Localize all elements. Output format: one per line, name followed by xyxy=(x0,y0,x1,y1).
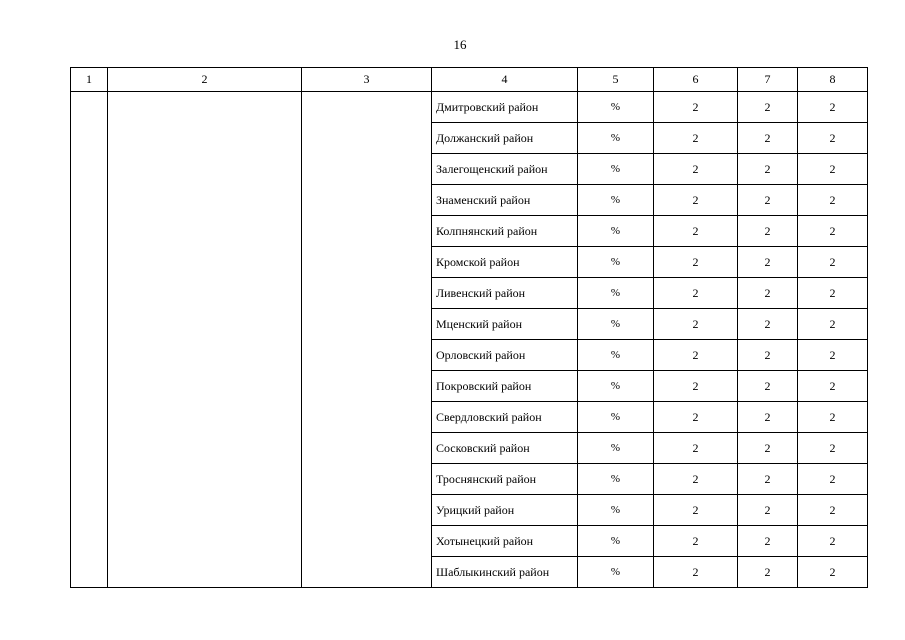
district-cell: Дмитровский район xyxy=(432,92,578,123)
unit-cell: % xyxy=(578,247,654,278)
value-cell-col-6: 2 xyxy=(654,526,738,557)
unit-cell: % xyxy=(578,526,654,557)
value-cell-col-6: 2 xyxy=(654,433,738,464)
page-number: 16 xyxy=(453,37,467,52)
unit-cell: % xyxy=(578,123,654,154)
value-cell-col-6: 2 xyxy=(654,557,738,588)
value-cell-col-6: 2 xyxy=(654,278,738,309)
value-cell-col-7: 2 xyxy=(738,464,798,495)
column-header-3: 3 xyxy=(302,68,432,92)
value-cell-col-6: 2 xyxy=(654,495,738,526)
merged-cell-col-2 xyxy=(108,92,302,588)
column-header-6: 6 xyxy=(654,68,738,92)
value-cell-col-7: 2 xyxy=(738,340,798,371)
unit-cell: % xyxy=(578,92,654,123)
unit-cell: % xyxy=(578,185,654,216)
column-header-7: 7 xyxy=(738,68,798,92)
district-cell: Ливенский район xyxy=(432,278,578,309)
value-cell-col-8: 2 xyxy=(798,92,868,123)
value-cell-col-7: 2 xyxy=(738,216,798,247)
value-cell-col-6: 2 xyxy=(654,371,738,402)
value-cell-col-6: 2 xyxy=(654,247,738,278)
district-cell: Покровский район xyxy=(432,371,578,402)
value-cell-col-8: 2 xyxy=(798,526,868,557)
value-cell-col-8: 2 xyxy=(798,247,868,278)
unit-cell: % xyxy=(578,464,654,495)
district-cell: Должанский район xyxy=(432,123,578,154)
merged-cell-col-3 xyxy=(302,92,432,588)
merged-cell-col-1 xyxy=(71,92,108,588)
column-header-2: 2 xyxy=(108,68,302,92)
value-cell-col-7: 2 xyxy=(738,557,798,588)
district-cell: Знаменский район xyxy=(432,185,578,216)
unit-cell: % xyxy=(578,371,654,402)
value-cell-col-7: 2 xyxy=(738,154,798,185)
district-cell: Хотынецкий район xyxy=(432,526,578,557)
value-cell-col-7: 2 xyxy=(738,526,798,557)
value-cell-col-8: 2 xyxy=(798,371,868,402)
column-header-8: 8 xyxy=(798,68,868,92)
district-cell: Кромской район xyxy=(432,247,578,278)
value-cell-col-7: 2 xyxy=(738,495,798,526)
district-cell: Свердловский район xyxy=(432,402,578,433)
value-cell-col-8: 2 xyxy=(798,216,868,247)
value-cell-col-8: 2 xyxy=(798,123,868,154)
value-cell-col-7: 2 xyxy=(738,402,798,433)
district-cell: Мценский район xyxy=(432,309,578,340)
district-cell: Сосковский район xyxy=(432,433,578,464)
value-cell-col-8: 2 xyxy=(798,464,868,495)
value-cell-col-8: 2 xyxy=(798,185,868,216)
value-cell-col-8: 2 xyxy=(798,278,868,309)
unit-cell: % xyxy=(578,402,654,433)
value-cell-col-6: 2 xyxy=(654,154,738,185)
unit-cell: % xyxy=(578,557,654,588)
unit-cell: % xyxy=(578,433,654,464)
value-cell-col-7: 2 xyxy=(738,92,798,123)
column-header-1: 1 xyxy=(71,68,108,92)
value-cell-col-6: 2 xyxy=(654,216,738,247)
district-cell: Урицкий район xyxy=(432,495,578,526)
value-cell-col-7: 2 xyxy=(738,247,798,278)
value-cell-col-8: 2 xyxy=(798,495,868,526)
column-header-5: 5 xyxy=(578,68,654,92)
value-cell-col-6: 2 xyxy=(654,185,738,216)
value-cell-col-7: 2 xyxy=(738,433,798,464)
table-header xyxy=(71,68,868,92)
value-cell-col-7: 2 xyxy=(738,185,798,216)
unit-cell: % xyxy=(578,340,654,371)
value-cell-col-6: 2 xyxy=(654,123,738,154)
value-cell-col-8: 2 xyxy=(798,309,868,340)
value-cell-col-8: 2 xyxy=(798,402,868,433)
unit-cell: % xyxy=(578,154,654,185)
value-cell-col-6: 2 xyxy=(654,340,738,371)
unit-cell: % xyxy=(578,278,654,309)
district-cell: Троснянский район xyxy=(432,464,578,495)
header-row xyxy=(71,68,868,92)
district-cell: Шаблыкинский район xyxy=(432,557,578,588)
value-cell-col-6: 2 xyxy=(654,402,738,433)
unit-cell: % xyxy=(578,309,654,340)
data-table xyxy=(70,67,868,588)
unit-cell: % xyxy=(578,495,654,526)
value-cell-col-7: 2 xyxy=(738,278,798,309)
value-cell-col-7: 2 xyxy=(738,123,798,154)
value-cell-col-6: 2 xyxy=(654,92,738,123)
value-cell-col-7: 2 xyxy=(738,309,798,340)
district-cell: Колпнянский район xyxy=(432,216,578,247)
value-cell-col-6: 2 xyxy=(654,464,738,495)
district-cell: Залегощенский район xyxy=(432,154,578,185)
column-header-4: 4 xyxy=(432,68,578,92)
value-cell-col-8: 2 xyxy=(798,154,868,185)
value-cell-col-7: 2 xyxy=(738,371,798,402)
value-cell-col-8: 2 xyxy=(798,340,868,371)
table-body xyxy=(71,92,868,588)
value-cell-col-8: 2 xyxy=(798,557,868,588)
unit-cell: % xyxy=(578,216,654,247)
district-cell: Орловский район xyxy=(432,340,578,371)
table-row xyxy=(71,92,868,123)
value-cell-col-6: 2 xyxy=(654,309,738,340)
value-cell-col-8: 2 xyxy=(798,433,868,464)
